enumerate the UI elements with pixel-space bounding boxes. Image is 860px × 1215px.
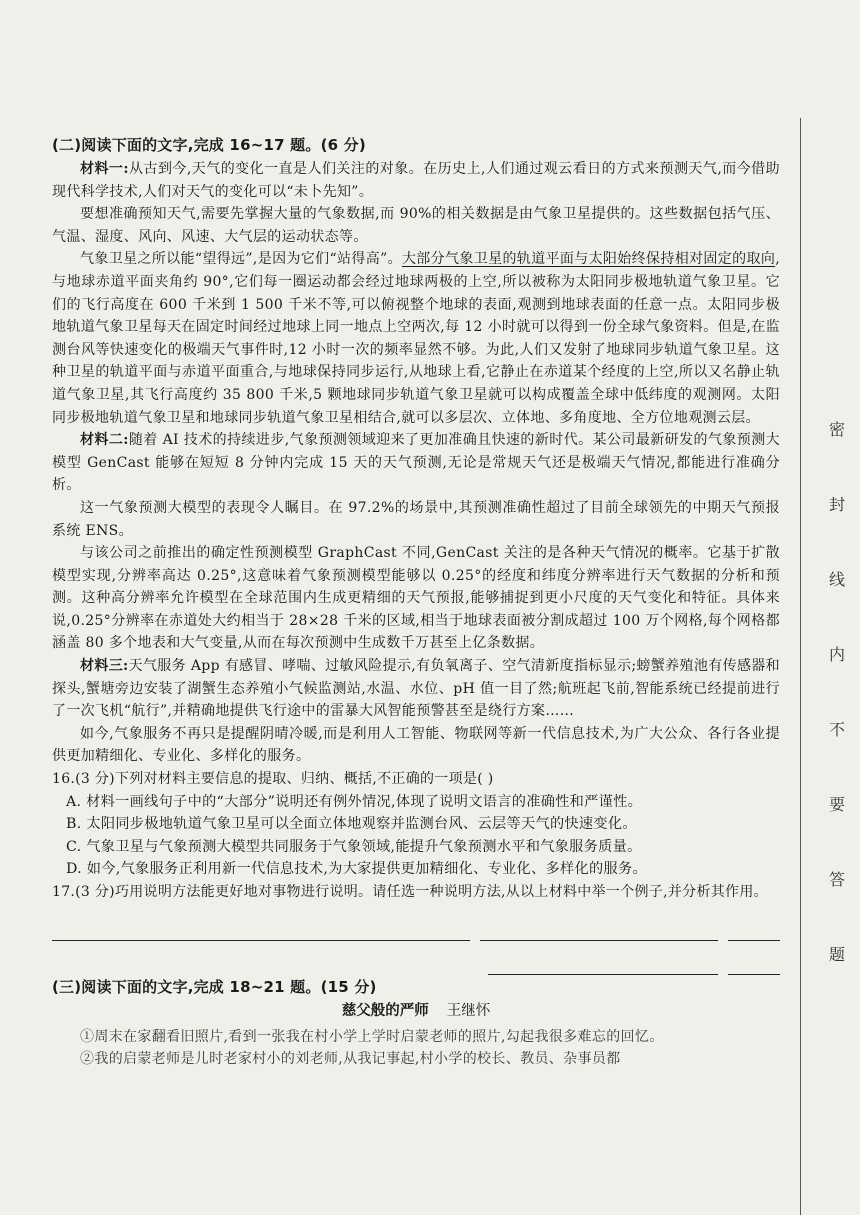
margin-char-5: 不 [828,720,845,739]
option-c: C. 气象卫星与气象预测大模型共同服务于气象领域,能提升气象预测水平和气象服务质量。 [66,838,642,855]
margin-char-7: 答 [828,870,845,889]
material-3-label: 材料三: [80,658,129,675]
answer-line-4 [488,974,718,975]
binding-margin-line [800,118,801,1215]
reading-section [52,134,780,1071]
material-2-paragraph-2: 这一气象预测大模型的表现令人瞩目。在 97.2%的场景中,其预测准确性超过了目前全球领先的中期天气预报系统 ENS。 [52,499,780,539]
p3-lead: 气象卫星之所以能“望得远”,是因为它们“站得高”。 [80,251,402,268]
material-1-text-1: 从古到今,天气的变化一直是人们关注的对象。在历史上,人们通过观云看日的方式来预测天气,而今借助现代科学技术,人们对天气的变化可以“未卜先知”。 [52,161,780,200]
material-2-paragraph-1 [52,429,780,497]
material-2-label: 材料二: [80,432,129,449]
answer-lines [52,930,780,956]
option-a: A. 材料一画线句子中的“大部分”说明还有例外情况,体现了说明文语言的准确性和严谨性。 [66,793,643,810]
material-2-text-1: 随着 AI 技术的持续进步,气象预测领域迎来了更加准确且快速的新时代。某公司最新研发的气象预测大模型 GenCast 能够在短短 8 分钟内完成 15 天的天气预测,无论是常规天气还是极端天气情况,都能进行准确分析。 [52,432,780,494]
material-3-paragraph-2: 如今,气象服务不再只是提醒阴晴冷暖,而是利用人工智能、物联网等新一代信息技术,为广大公众、各行各业提供更加精细化、专业化、多样化的服务。 [52,725,780,765]
p3-rest: ,与地球赤道平面夹角约 90°,它们每一圈运动都会经过地球两极的上空,所以被称为太阳同步极地轨道气象卫星。它们的飞行高度在 600 千米到 1 500 千米不等,可以俯视整个地球的表面,观测到地球表面的任意一点。太阳同步极地轨道气象卫星每天在固定时间经过地球上同一地点上空两次,每 12 小时就可以得到一份全球气象资料。但是,在监测台风等快速变化的极端天气事件时,12 小时一次的频率显然不够。为此,人们又发射了地球同步轨道气象卫星。这种卫星的轨道平面与赤道平面重合,与地球保持同步运行,从地球上看,它静止在赤道某个经度的上空,所以又名静止轨道气象卫星,其飞行高度约 35 800 千米,5 颗地球同步轨道气象卫星就可以构成覆盖全球中低纬度的观测网。太阳同步极地轨道气象卫星和地球同步轨道气象卫星相结合,就可以多层次、立体地、多角度地、全方位地观测云层。 [52,251,780,426]
essay-title-row [52,1000,780,1022]
essay-title: 慈父般的严师 [341,1001,429,1019]
answer-line-3 [728,940,780,941]
material-1-paragraph-1 [52,158,780,203]
margin-char-8: 题 [828,945,845,964]
material-1-paragraph-3 [52,248,780,429]
underlined-sentence: 大部分气象卫星的轨道平面与太阳始终保持相对固定的取向 [401,251,776,268]
question-17: 17.(3 分)巧用说明方法能更好地对事物进行说明。请任选一种说明方法,从以上材料中举一个例子,并分析其作用。 [52,884,768,900]
essay-paragraph-1: ①周末在家翻看旧照片,看到一张我在村小学上学时启蒙老师的照片,勾起我很多难忘的回忆。 [80,1028,664,1045]
material-2-paragraph-3: 与该公司之前推出的确定性预测模型 GraphCast 不同,GenCast 关注的是各种天气情况的概率。它基于扩散模型实现,分辨率高达 0.25°,这意味着气象预测模型能够以 0.25°的经度和纬度分辨率进行天气数据的分析和预测。这种高分辨率允许模型在全球范围内生成更精细的天气预报,能够捕捉到更小尺度的天气变化和特征。具体来说,0.25°分辨率在赤道处大约相当于 28×28 千米的区域,相当于地球表面被分割成超过 100 万个网格,每个网格都涵盖 80 多个地表和大气变量,从而在每次预测中生成数千万甚至上亿条数据。 [52,545,780,652]
binding-margin-notice [822,420,852,1020]
margin-char-2: 封 [828,495,845,514]
answer-line-spacer [52,974,412,975]
section-2-heading: (二)阅读下面的文字,完成 16~17 题。(6 分) [52,136,366,154]
answer-line-2 [480,940,718,941]
option-b: B. 太阳同步极地轨道气象卫星可以全面立体地观察并监测台风、云层等天气的快速变化。 [66,816,637,833]
essay-author: 王继怀 [446,1002,491,1019]
answer-line-5 [728,974,780,975]
material-1-paragraph-2: 要想准确预知天气,需要先掌握大量的气象数据,而 90%的相关数据是由气象卫星提供的。这些数据包括气压、气温、湿度、风向、风速、大气层的运动状态等。 [52,206,780,245]
margin-char-4: 内 [828,645,845,664]
material-3-paragraph-1 [52,655,780,723]
margin-char-3: 线 [828,570,845,589]
answer-lines-2 [52,964,780,990]
essay-paragraph-2: ②我的启蒙老师是儿时老家村小的刘老师,从我记事起,村小学的校长、教员、杂事员都 [80,1051,621,1068]
margin-char-1: 密 [828,420,845,439]
material-1-label: 材料一: [80,161,129,177]
answer-line-1 [52,940,470,941]
question-16: 16.(3 分)下列对材料主要信息的提取、归纳、概括,不正确的一项是( ) [52,771,494,788]
material-3-text-1: 天气服务 App 有感冒、哮喘、过敏风险提示,有负氧离子、空气清新度指标显示;螃蟹养殖池有传感器和探头,蟹塘旁边安装了湖蟹生态养殖小气候监测站,水温、水位、pH 值一目了然;航班起飞前,智能系统已经提前进行了一次飞机“航行”,并精确地提供飞行途中的雷暴大风智能预警甚至是绕行方案…… [52,658,781,720]
margin-char-6: 要 [828,795,845,814]
option-d: D. 如今,气象服务正利用新一代信息技术,为大家提供更加精细化、专业化、多样化的服务。 [66,861,647,878]
section-3-heading: (三)阅读下面的文字,完成 18~21 题。(15 分) [52,977,377,996]
